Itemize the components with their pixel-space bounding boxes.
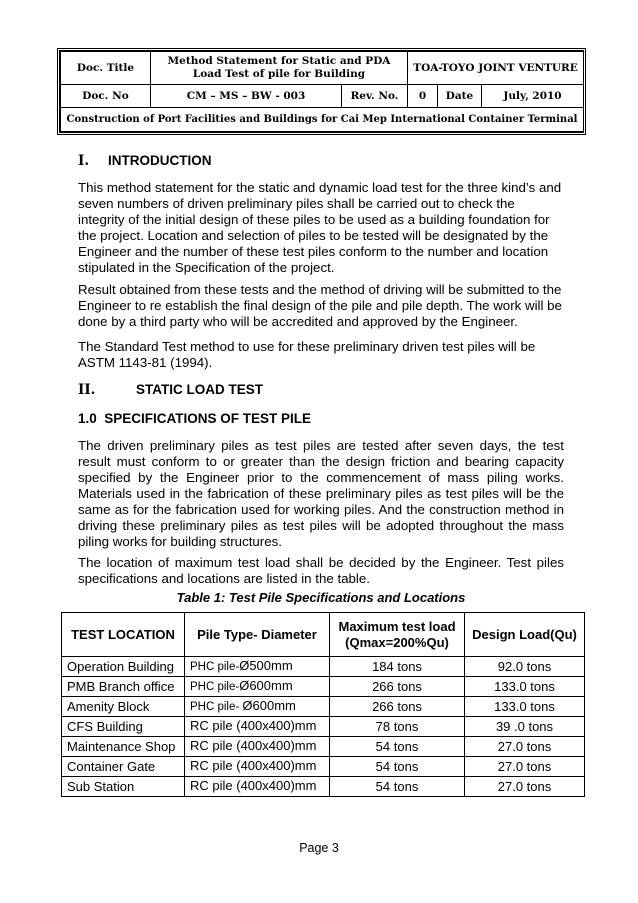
header-pile-type: Pile Type- Diameter bbox=[185, 613, 330, 657]
pile-type-value: Ø600mm bbox=[242, 698, 296, 713]
table-row bbox=[62, 757, 585, 777]
cell-pile-type bbox=[185, 777, 330, 797]
section1-number: I. bbox=[78, 153, 90, 169]
page-number: Page 3 bbox=[299, 841, 339, 855]
section2-heading bbox=[78, 382, 263, 398]
section1-heading bbox=[78, 153, 212, 169]
table-row bbox=[62, 717, 585, 737]
project-name: Construction of Port Facilities and Buildings for Cai Mep International Container Terminal bbox=[61, 108, 584, 132]
cell-pile-type bbox=[185, 677, 330, 697]
doc-title bbox=[151, 52, 408, 85]
cell-design-load: 27.0 tons bbox=[465, 777, 585, 797]
section2-paragraph2: The location of maximum test load shall be decided by the Engineer. Test piles specifications and locations are listed in the table. bbox=[78, 555, 564, 586]
rev-value: 0 bbox=[408, 85, 438, 108]
doc-no: CM – MS – BW - 003 bbox=[151, 85, 342, 108]
section2-number: II. bbox=[78, 382, 96, 398]
table-row bbox=[62, 697, 585, 717]
cell-location: Operation Building bbox=[62, 657, 185, 677]
pile-type-value: Ø500mm bbox=[239, 658, 293, 673]
section1-paragraph2: Result obtained from these tests and the method of driving will be submitted to the Engineer to re establish the final design of the pile and pile depth. The work will be done by a third party who will be accredited and approved by the Engineer. bbox=[78, 282, 562, 329]
header-design-load: Design Load(Qu) bbox=[465, 613, 585, 657]
header-test-location: TEST LOCATION bbox=[62, 613, 185, 657]
cell-pile-type bbox=[185, 697, 330, 717]
doc-title-line1: Method Statement for Static and PDA bbox=[167, 55, 391, 67]
company-name: TOA-TOYO JOINT VENTURE bbox=[408, 52, 584, 85]
date-value: July, 2010 bbox=[482, 85, 584, 108]
cell-max-load: 78 tons bbox=[330, 717, 465, 737]
cell-design-load: 27.0 tons bbox=[465, 757, 585, 777]
cell-max-load: 54 tons bbox=[330, 757, 465, 777]
cell-pile-type bbox=[185, 657, 330, 677]
cell-location: CFS Building bbox=[62, 717, 185, 737]
pile-type-value: RC pile (400x400)mm bbox=[190, 738, 317, 753]
document-header bbox=[57, 48, 586, 135]
cell-max-load: 54 tons bbox=[330, 737, 465, 757]
cell-design-load: 27.0 tons bbox=[465, 737, 585, 757]
cell-location: Container Gate bbox=[62, 757, 185, 777]
pile-type-value: Ø600mm bbox=[239, 678, 293, 693]
pile-type-value: RC pile (400x400)mm bbox=[190, 778, 317, 793]
cell-pile-type bbox=[185, 757, 330, 777]
cell-design-load: 133.0 tons bbox=[465, 697, 585, 717]
subsection-title: SPECIFICATIONS OF TEST PILE bbox=[104, 411, 312, 426]
table-header-row bbox=[62, 613, 585, 657]
cell-design-load: 39 .0 tons bbox=[465, 717, 585, 737]
cell-location: Amenity Block bbox=[62, 697, 185, 717]
pile-type-prefix: PHC pile- bbox=[190, 681, 240, 693]
table-row bbox=[62, 737, 585, 757]
section2-paragraph1: The driven preliminary piles as test piles are tested after seven days, the test result must conform to or greater than the design friction and bearing capacity specified by the Engineer prior to the commencement of mass piling works. Materials used in the fabrication of these preliminary piles as test piles will be the same as for the fabrication used for working piles. And the construction method in driving these preliminary piles as test piles will be adopted throughout the mass piling works for building structures. bbox=[78, 438, 564, 549]
pile-type-prefix: PHC pile- bbox=[190, 701, 243, 713]
rev-label: Rev. No. bbox=[342, 85, 408, 108]
table-caption: Table 1: Test Pile Specifications and Locations bbox=[176, 590, 466, 605]
pile-type-value: RC pile (400x400)mm bbox=[190, 758, 317, 773]
subsection-heading bbox=[78, 411, 311, 426]
cell-max-load: 266 tons bbox=[330, 677, 465, 697]
header-table bbox=[60, 51, 584, 132]
cell-max-load: 266 tons bbox=[330, 697, 465, 717]
cell-pile-type bbox=[185, 717, 330, 737]
cell-design-load: 92.0 tons bbox=[465, 657, 585, 677]
table-row bbox=[62, 777, 585, 797]
header-max-load: Maximum test load (Qmax=200%Qu) bbox=[330, 613, 465, 657]
date-label: Date bbox=[438, 85, 482, 108]
section2-title: STATIC LOAD TEST bbox=[136, 382, 263, 397]
cell-location: PMB Branch office bbox=[62, 677, 185, 697]
doc-title-label: Doc. Title bbox=[61, 52, 151, 85]
doc-title-line2: Load Test of pile for Building bbox=[192, 68, 366, 80]
pile-type-value: RC pile (400x400)mm bbox=[190, 718, 317, 733]
section1-title: INTRODUCTION bbox=[108, 153, 212, 168]
section1-paragraph3: The Standard Test method to use for these preliminary driven test piles will be ASTM 1143-81 (1994). bbox=[78, 339, 536, 370]
table-row bbox=[62, 657, 585, 677]
cell-design-load: 133.0 tons bbox=[465, 677, 585, 697]
pile-type-prefix: PHC pile- bbox=[190, 661, 240, 673]
doc-no-label: Doc. No bbox=[61, 85, 151, 108]
cell-pile-type bbox=[185, 737, 330, 757]
table-row bbox=[62, 677, 585, 697]
cell-max-load: 54 tons bbox=[330, 777, 465, 797]
cell-max-load: 184 tons bbox=[330, 657, 465, 677]
section1-paragraph1: This method statement for the static and dynamic load test for the three kind’s and seven numbers of driven preliminary piles shall be carried out to check the integrity of the initial design of these piles to be used as a building foundation for the project. Location and selection of piles to be tested will be designated by the Engineer and the number of these test piles conform to the number and location stipulated in the Specification of the project. bbox=[78, 180, 562, 275]
cell-location: Sub Station bbox=[62, 777, 185, 797]
pile-spec-table bbox=[61, 612, 585, 797]
cell-location: Maintenance Shop bbox=[62, 737, 185, 757]
subsection-number: 1.0 bbox=[78, 411, 97, 426]
